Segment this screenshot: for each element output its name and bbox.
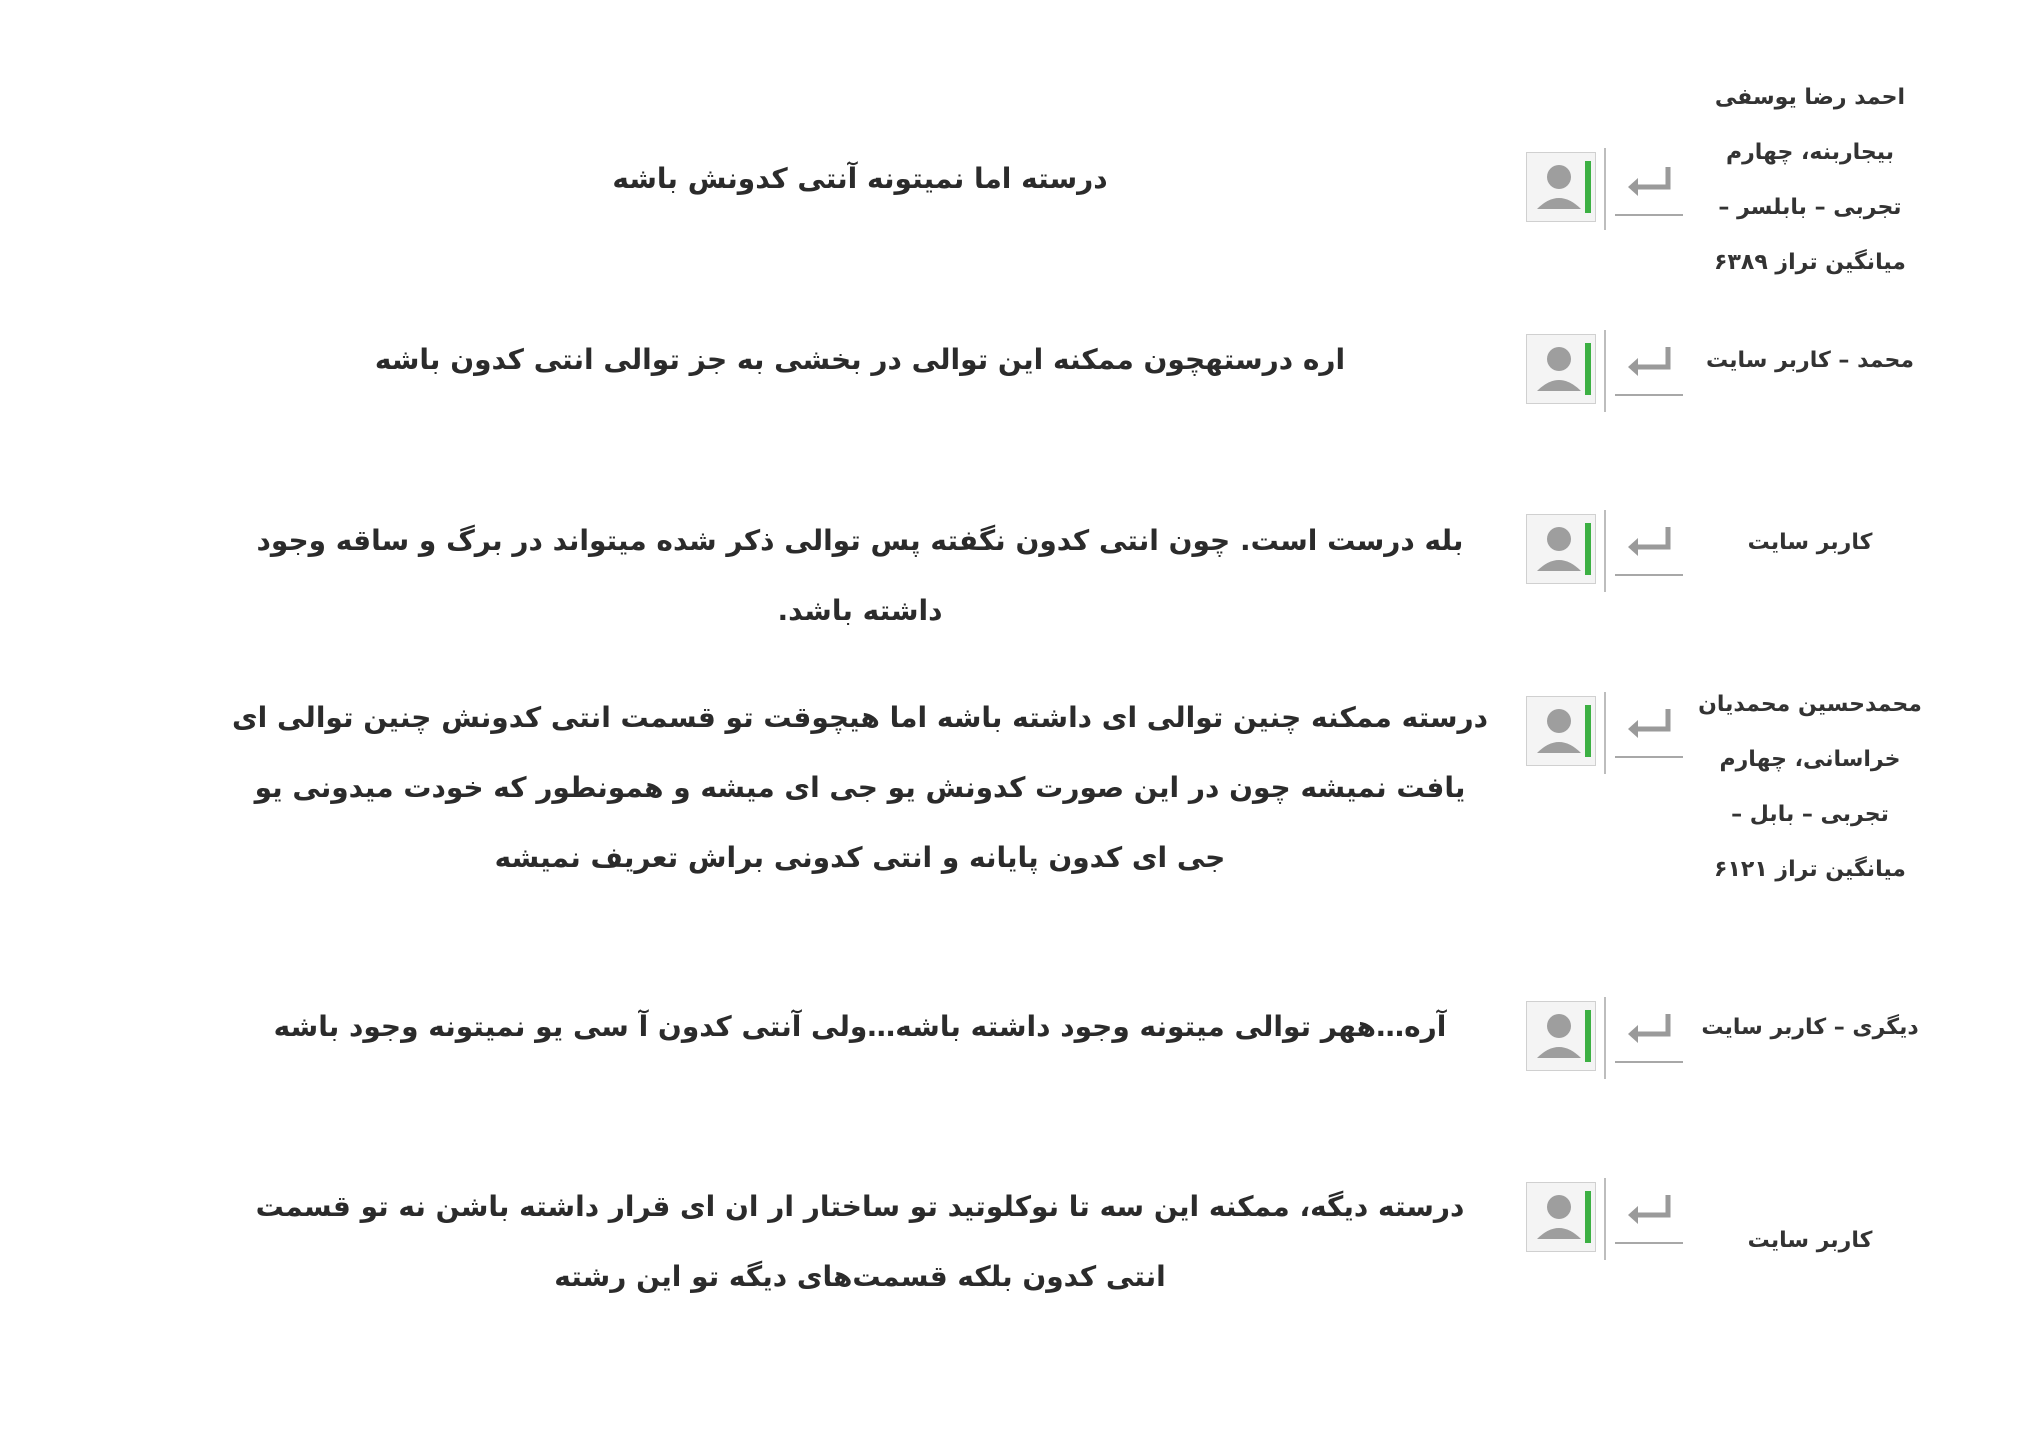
comment-author: دیگری – کاربر سایت: [1701, 1015, 1919, 1040]
comment-text: اره درستهچون ممکنه این توالی در بخشی به جز توالی انتی کدون باشه: [374, 343, 1346, 376]
comment-author: کاربر سایت: [1747, 530, 1873, 555]
reply-button[interactable]: [1615, 1178, 1683, 1244]
comment-text: بله درست است. چون انتی کدون نگفته پس توالی ذکر شده میتواند در برگ و ساقه وجود داشته باشد.: [256, 524, 1464, 627]
comment-text: درسته دیگه، ممکنه این سه تا نوکلوتید تو ساختار ار ان ای قرار داشته باشن نه تو قسمت انتی کدون بلکه قسمت‌های دیگه تو این رشته: [255, 1190, 1465, 1293]
comment-text: آره…ههر توالی میتونه وجود داشته باشه…ولی آنتی کدون آ سی یو نمیتونه وجود باشه: [273, 1010, 1447, 1043]
comment-text: درسته ممکنه چنین توالی ای داشته باشه اما هیچوقت تو قسمت انتی کدونش چنین توالی ای یافت نمیشه چون در این صورت کدونش یو جی ای میشه و همونطور که خودت میدونی یو جی ای کدون پایانه و انتی کدونی براش تعریف نمیشه: [231, 701, 1489, 874]
reply-arrow-icon: [1624, 1193, 1674, 1227]
comment-author: کاربر سایت: [1747, 1228, 1873, 1253]
comment-author: محمدحسین محمدیان خراسانی، چهارم تجربی – بابل – میانگین تراز ۶۱۲۱: [1698, 692, 1922, 882]
comment-author: محمد – کاربر سایت: [1705, 348, 1915, 373]
default-user-avatar-icon: [1527, 1183, 1595, 1251]
comment-author: احمد رضا یوسفی بیجاربنه، چهارم تجربی – بابلسر – میانگین تراز ۶۳۸۹: [1714, 85, 1906, 275]
avatar: [1522, 1178, 1606, 1260]
comment-text: درسته اما نمیتونه آنتی کدونش باشه: [612, 162, 1108, 195]
